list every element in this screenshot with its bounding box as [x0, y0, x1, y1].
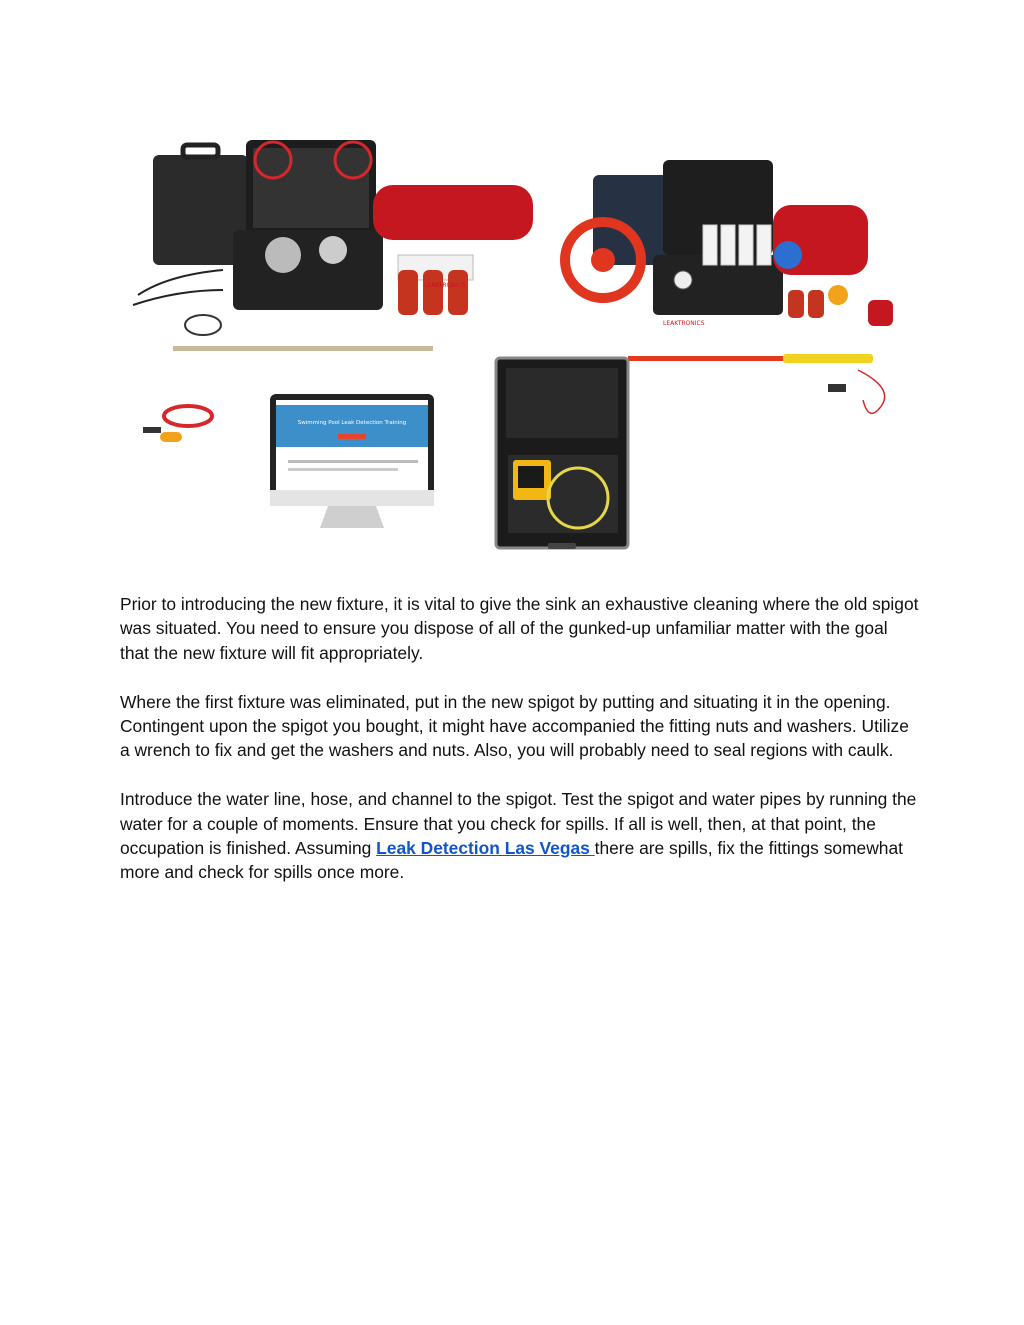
monitor-image [270, 394, 434, 528]
paragraph-cleaning: Prior to introducing the new fixture, it is vital to give the sink an exhaustive cleaning where the old spigot was situated. You need to ensure you dispose of all of the gunked-up unfamiliar matter with the goal that the new fixture will fit appropriately. [120, 594, 919, 663]
camera-case-image [496, 358, 628, 549]
sensor-cable-image [143, 406, 212, 442]
kit-brand-label-2: LEAKTRONICS [663, 320, 705, 327]
probe-pole-image [628, 354, 885, 413]
product-photo-collage [128, 120, 908, 560]
monitor-banner-title: Swimming Pool Leak Detection Training [297, 420, 407, 426]
article-body [120, 592, 920, 909]
paragraph-testing-end: there are spills, fix the fittings somewhat more and check for spills once more. [120, 838, 903, 883]
kit-brand-label-1: LEAKTRONICS [424, 282, 466, 289]
paragraph-testing [120, 787, 920, 885]
leak-detection-link[interactable]: Leak Detection Las Vegas [376, 838, 595, 859]
kit-one-image [133, 140, 533, 351]
paragraph-install: Where the first fixture was eliminated, put in the new spigot by putting and situating it in the opening. Contingent upon the spigot you bought, it might have accompanied the fitting nuts and washers. Utilize a wrench to fix and get the washers and nuts. Also, you will probably need to seal regions with caulk. [120, 691, 909, 761]
paragraph-testing-start: Introduce the water line, hose, and channel to the spigot. Test the spigot and water pipes by running the water for a couple of moments. Ensure that you check for spills. If all is well, then, at that point, the occupation is finished. Assuming [120, 789, 917, 859]
kit-two-image [565, 160, 893, 327]
